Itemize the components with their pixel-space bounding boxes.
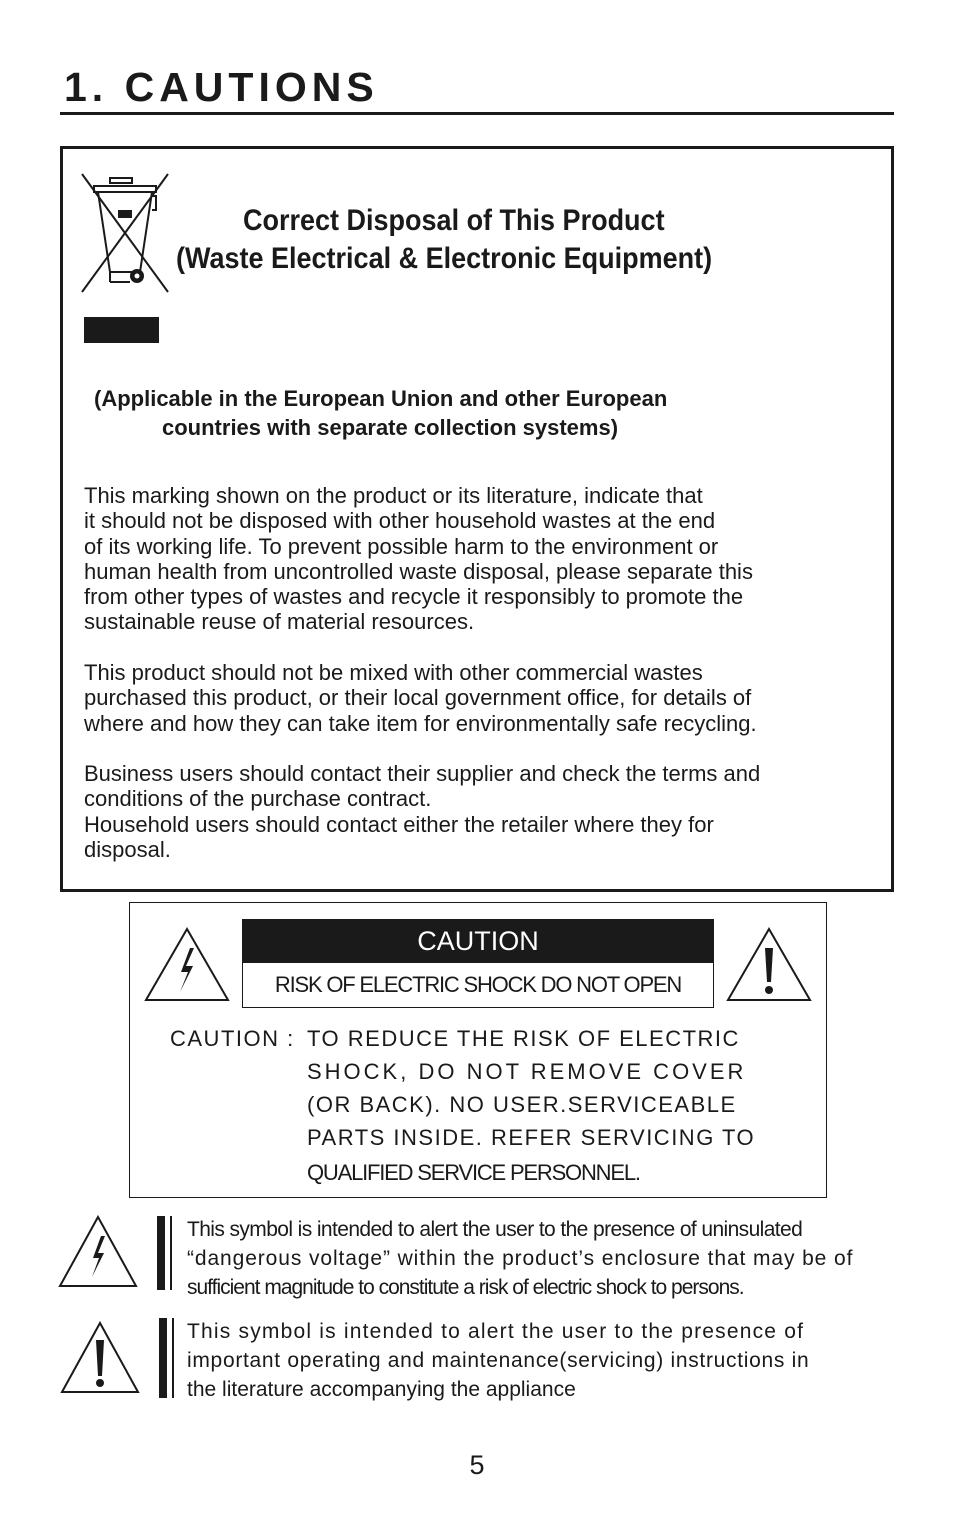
section-title: 1. CAUTIONS — [64, 64, 379, 110]
caution-text-line: QUALIFIED SERVICE PERSONNEL. — [307, 1160, 640, 1185]
voltage-symbol-note — [187, 1215, 895, 1302]
applicability-line1: (Applicable in the European Union and other European — [94, 386, 668, 411]
paragraph-line: disposal. — [84, 836, 171, 862]
paragraph-line: Business users should contact their supplier and check the terms and — [84, 761, 761, 786]
note-divider-bar — [159, 1318, 167, 1398]
caution-text-line: TO REDUCE THE RISK OF ELECTRIC — [307, 1026, 740, 1051]
note-line: This symbol is intended to alert the user to the presence of — [187, 1320, 805, 1343]
note-line: the literature accompanying the appliance — [187, 1378, 576, 1401]
caution-text-line: (OR BACK). NO USER.SERVICEABLE — [307, 1092, 737, 1117]
note-line: This symbol is intended to alert the user to the presence of uninsulated — [187, 1218, 803, 1241]
note-line: “dangerous voltage” within the product’s enclosure that may be of — [187, 1247, 854, 1270]
paragraph-line: sustainable reuse of material resources. — [84, 609, 475, 635]
caution-text-line: PARTS INSIDE. REFER SERVICING TO — [307, 1125, 756, 1150]
caution-text-line: SHOCK, DO NOT REMOVE COVER — [307, 1059, 747, 1084]
disposal-paragraph-1 — [84, 483, 874, 635]
paragraph-line: human health from uncontrolled waste disposal, please separate this — [84, 558, 753, 584]
exclamation-triangle-icon — [60, 1320, 140, 1395]
weee-heading-line2: (Waste Electrical & Electronic Equipment) — [176, 242, 713, 275]
paragraph-line: This product should not be mixed with other commercial wastes — [84, 660, 703, 685]
applicability-line2: countries with separate collection systems) — [162, 415, 619, 440]
caution-banner — [242, 919, 714, 1008]
caution-text-label: CAUTION : — [170, 1026, 295, 1051]
paragraph-line: where and how they can take item for environmentally safe recycling. — [84, 710, 757, 736]
note-line: sufficient magnitude to constitute a risk of electric shock to persons. — [187, 1276, 744, 1299]
paragraph-line: This marking shown on the product or its literature, indicate that — [84, 483, 703, 508]
note-divider-line — [170, 1216, 172, 1290]
note-divider-bar — [157, 1216, 165, 1290]
paragraph-line: it should not be disposed with other household wastes at the end — [84, 508, 716, 534]
weee-heading-line1: Correct Disposal of This Product — [243, 204, 665, 237]
instructions-symbol-note — [187, 1317, 895, 1404]
title-rule — [60, 112, 894, 115]
lightning-bolt-triangle-icon — [144, 926, 230, 1002]
page-number: 5 — [469, 1450, 485, 1480]
caution-banner-subtitle: RISK OF ELECTRIC SHOCK DO NOT OPEN — [274, 972, 682, 997]
caution-banner-title: CAUTION — [243, 920, 713, 963]
note-divider-line — [172, 1318, 174, 1398]
paragraph-line: of its working life. To prevent possible harm to the environment or — [84, 533, 719, 559]
note-line: important operating and maintenance(servicing) instructions in — [187, 1349, 810, 1372]
paragraph-line: Household users should contact either the retailer where they for — [84, 811, 714, 837]
paragraph-line: conditions of the purchase contract. — [84, 786, 432, 812]
weee-date-bar — [84, 317, 159, 343]
disposal-paragraph-3 — [84, 761, 874, 862]
paragraph-line: from other types of wastes and recycle it responsibly to promote the — [84, 584, 744, 610]
exclamation-triangle-icon — [726, 926, 812, 1002]
paragraph-line: purchased this product, or their local government office, for details of — [84, 685, 752, 711]
lightning-bolt-triangle-icon — [58, 1214, 138, 1289]
crossed-out-wheeled-bin-icon — [80, 172, 170, 294]
disposal-paragraph-2 — [84, 660, 874, 736]
